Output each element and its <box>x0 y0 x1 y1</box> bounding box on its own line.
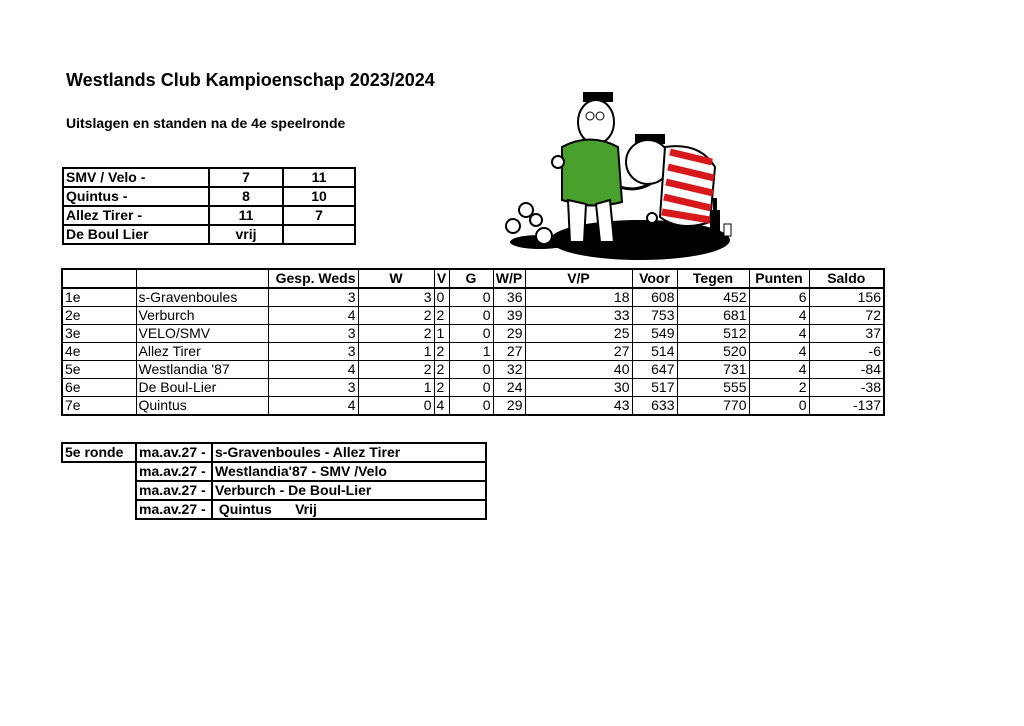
result-team: SMV / Velo - <box>63 168 209 187</box>
header-voor: Voor <box>632 269 677 288</box>
result-score-1: 8 <box>209 187 283 206</box>
row-tegen: 452 <box>677 288 749 307</box>
page-title: Westlands Club Kampioenschap 2023/2024 <box>66 70 435 90</box>
row-punten: 6 <box>749 288 809 307</box>
result-row <box>63 206 355 225</box>
match-pairing: s-Gravenboules - Allez Tirer <box>212 443 486 462</box>
row-gesp: 4 <box>268 361 358 379</box>
row-team: VELO/SMV <box>136 325 268 343</box>
row-w: 2 <box>358 307 434 325</box>
row-vp: 18 <box>525 288 632 307</box>
next-round-row <box>62 481 486 500</box>
green-shirt-man <box>552 92 622 242</box>
header-punten: Punten <box>749 269 809 288</box>
row-w: 0 <box>358 397 434 416</box>
row-gesp: 3 <box>268 343 358 361</box>
bottle-icon <box>710 198 731 236</box>
row-wp: 32 <box>493 361 525 379</box>
row-team: Westlandia '87 <box>136 361 268 379</box>
empty-cell <box>62 462 136 481</box>
result-score-2: 11 <box>283 168 355 187</box>
row-w: 1 <box>358 343 434 361</box>
row-wp: 27 <box>493 343 525 361</box>
row-punten: 4 <box>749 361 809 379</box>
header-pos <box>62 269 136 288</box>
result-score-2: 7 <box>283 206 355 225</box>
next-round-row <box>62 443 486 462</box>
header-v: V <box>434 269 449 288</box>
row-punten: 4 <box>749 307 809 325</box>
row-voor: 608 <box>632 288 677 307</box>
row-g: 0 <box>449 397 493 416</box>
row-tegen: 520 <box>677 343 749 361</box>
row-team: De Boul-Lier <box>136 379 268 397</box>
row-pos: 1e <box>62 288 136 307</box>
row-gesp: 3 <box>268 379 358 397</box>
row-saldo: 156 <box>809 288 884 307</box>
row-gesp: 3 <box>268 288 358 307</box>
row-saldo: -84 <box>809 361 884 379</box>
row-v: 2 <box>434 343 449 361</box>
row-gesp: 4 <box>268 397 358 416</box>
table-row <box>62 397 884 416</box>
row-team: Verburch <box>136 307 268 325</box>
row-vp: 40 <box>525 361 632 379</box>
table-row <box>62 288 884 307</box>
next-round-row <box>62 462 486 481</box>
result-score-2 <box>283 225 355 244</box>
row-pos: 7e <box>62 397 136 416</box>
row-punten: 2 <box>749 379 809 397</box>
row-v: 2 <box>434 361 449 379</box>
row-g: 0 <box>449 307 493 325</box>
row-v: 2 <box>434 379 449 397</box>
header-g: G <box>449 269 493 288</box>
row-saldo: -6 <box>809 343 884 361</box>
match-pairing: Westlandia'87 - SMV /Velo <box>212 462 486 481</box>
empty-cell <box>62 500 136 519</box>
row-voor: 633 <box>632 397 677 416</box>
row-saldo: -38 <box>809 379 884 397</box>
header-tegen: Tegen <box>677 269 749 288</box>
header-vp: V/P <box>525 269 632 288</box>
row-w: 2 <box>358 325 434 343</box>
row-tegen: 731 <box>677 361 749 379</box>
results-table <box>62 167 356 245</box>
row-saldo: 37 <box>809 325 884 343</box>
row-wp: 29 <box>493 397 525 416</box>
row-voor: 753 <box>632 307 677 325</box>
row-saldo: 72 <box>809 307 884 325</box>
row-gesp: 4 <box>268 307 358 325</box>
row-g: 0 <box>449 325 493 343</box>
row-tegen: 555 <box>677 379 749 397</box>
row-saldo: -137 <box>809 397 884 416</box>
row-w: 3 <box>358 288 434 307</box>
result-team: Allez Tirer - <box>63 206 209 225</box>
result-score-1: 7 <box>209 168 283 187</box>
match-pairing: Quintus Vrij <box>212 500 486 519</box>
row-v: 2 <box>434 307 449 325</box>
result-row <box>63 168 355 187</box>
match-date: ma.av.27 - <box>136 443 212 462</box>
match-date: ma.av.27 - <box>136 462 212 481</box>
row-pos: 6e <box>62 379 136 397</box>
striped-shirt-man <box>620 134 715 226</box>
result-score-1: vrij <box>209 225 283 244</box>
row-vp: 33 <box>525 307 632 325</box>
table-row <box>62 343 884 361</box>
page-subtitle: Uitslagen en standen na de 4e speelronde <box>66 115 346 131</box>
header-w: W <box>358 269 434 288</box>
row-team: s-Gravenboules <box>136 288 268 307</box>
row-g: 0 <box>449 379 493 397</box>
row-voor: 647 <box>632 361 677 379</box>
row-v: 4 <box>434 397 449 416</box>
row-v: 0 <box>434 288 449 307</box>
result-team: De Boul Lier <box>63 225 209 244</box>
row-vp: 43 <box>525 397 632 416</box>
row-wp: 24 <box>493 379 525 397</box>
empty-cell <box>62 481 136 500</box>
row-w: 1 <box>358 379 434 397</box>
result-row <box>63 187 355 206</box>
match-date: ma.av.27 - <box>136 481 212 500</box>
row-wp: 39 <box>493 307 525 325</box>
row-wp: 29 <box>493 325 525 343</box>
row-v: 1 <box>434 325 449 343</box>
row-pos: 5e <box>62 361 136 379</box>
table-row <box>62 325 884 343</box>
row-pos: 4e <box>62 343 136 361</box>
row-pos: 2e <box>62 307 136 325</box>
row-wp: 36 <box>493 288 525 307</box>
petanque-players-cartoon <box>500 92 736 264</box>
row-punten: 0 <box>749 397 809 416</box>
row-tegen: 681 <box>677 307 749 325</box>
match-date: ma.av.27 - <box>136 500 212 519</box>
row-vp: 25 <box>525 325 632 343</box>
header-wp: W/P <box>493 269 525 288</box>
match-pairing: Verburch - De Boul-Lier <box>212 481 486 500</box>
header-gesp: Gesp. Weds <box>268 269 358 288</box>
row-voor: 517 <box>632 379 677 397</box>
row-punten: 4 <box>749 325 809 343</box>
row-voor: 514 <box>632 343 677 361</box>
header-saldo: Saldo <box>809 269 884 288</box>
row-g: 1 <box>449 343 493 361</box>
result-row <box>63 225 355 244</box>
row-g: 0 <box>449 288 493 307</box>
next-round-table <box>61 442 487 520</box>
row-team: Quintus <box>136 397 268 416</box>
row-tegen: 512 <box>677 325 749 343</box>
result-team: Quintus - <box>63 187 209 206</box>
row-gesp: 3 <box>268 325 358 343</box>
header-team <box>136 269 268 288</box>
row-voor: 549 <box>632 325 677 343</box>
next-round-row <box>62 500 486 519</box>
standings-header-row <box>62 269 884 288</box>
table-row <box>62 361 884 379</box>
row-w: 2 <box>358 361 434 379</box>
row-punten: 4 <box>749 343 809 361</box>
row-g: 0 <box>449 361 493 379</box>
row-vp: 30 <box>525 379 632 397</box>
next-round-label: 5e ronde <box>62 443 136 462</box>
row-team: Allez Tirer <box>136 343 268 361</box>
row-tegen: 770 <box>677 397 749 416</box>
result-score-2: 10 <box>283 187 355 206</box>
row-vp: 27 <box>525 343 632 361</box>
standings-table <box>61 268 885 416</box>
table-row <box>62 379 884 397</box>
table-row <box>62 307 884 325</box>
result-score-1: 11 <box>209 206 283 225</box>
row-pos: 3e <box>62 325 136 343</box>
